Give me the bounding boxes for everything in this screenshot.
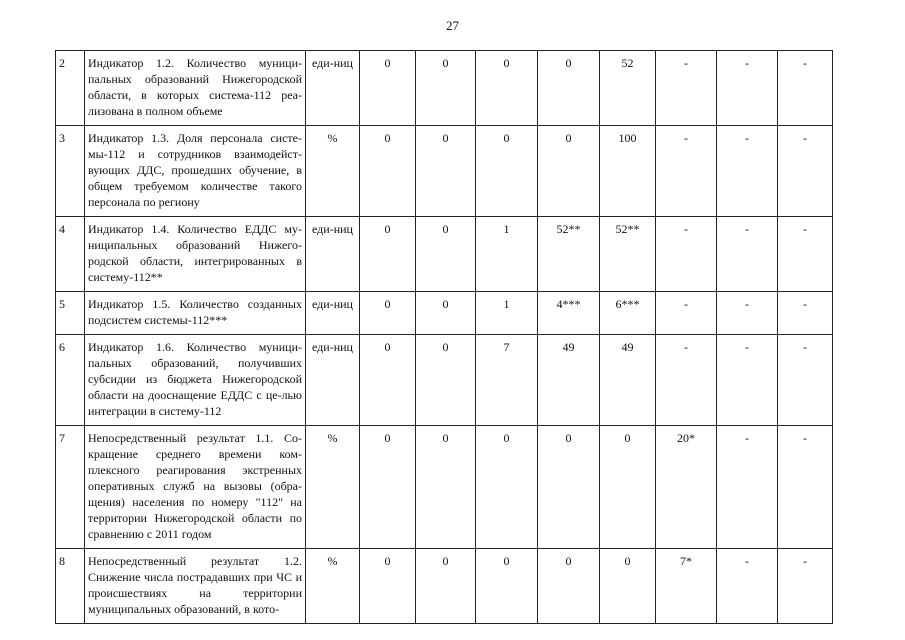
value-cell: - — [717, 51, 778, 126]
row-number: 8 — [56, 549, 85, 624]
value-cell: 49 — [538, 335, 600, 426]
value-cell: 0 — [360, 426, 416, 549]
value-cell: - — [778, 335, 833, 426]
table-row — [56, 292, 833, 335]
row-number: 6 — [56, 335, 85, 426]
table-row — [56, 217, 833, 292]
value-cell: 100 — [600, 126, 656, 217]
value-cell: - — [717, 426, 778, 549]
value-cell: 0 — [600, 549, 656, 624]
table-row — [56, 126, 833, 217]
value-cell: 0 — [538, 51, 600, 126]
value-cell: 52** — [600, 217, 656, 292]
row-number: 2 — [56, 51, 85, 126]
indicator-description: Индикатор 1.4. Количество ЕДДС му-ниципальных образований Нижего-родской области, интегрированных в систему-112** — [85, 217, 306, 292]
value-cell: - — [717, 292, 778, 335]
value-cell: - — [778, 126, 833, 217]
value-cell: - — [778, 549, 833, 624]
value-cell: 6*** — [600, 292, 656, 335]
value-cell: 0 — [416, 217, 476, 292]
row-number: 7 — [56, 426, 85, 549]
value-cell: - — [778, 217, 833, 292]
value-cell: 0 — [416, 51, 476, 126]
value-cell: - — [656, 217, 717, 292]
value-cell: 0 — [416, 426, 476, 549]
unit-cell: % — [306, 126, 360, 217]
value-cell: 0 — [476, 549, 538, 624]
table-row — [56, 426, 833, 549]
indicator-description: Индикатор 1.5. Количество созданных подсистем системы-112*** — [85, 292, 306, 335]
unit-cell: еди-ниц — [306, 292, 360, 335]
indicator-description: Индикатор 1.6. Количество муници-пальных образований, получивших субсидии из бюджета Нижегородской области на дооснащение ЕДДС с це-лью интеграции в систему-112 — [85, 335, 306, 426]
indicator-description: Индикатор 1.3. Доля персонала систе-мы-112 и сотрудников взаимодейст-вующих ДДС, прошедших обучение, в общем требуемом количестве такого персонала по региону — [85, 126, 306, 217]
page-number: 27 — [446, 18, 459, 33]
table-body — [56, 51, 833, 624]
value-cell: - — [656, 335, 717, 426]
value-cell: 0 — [538, 126, 600, 217]
value-cell: - — [656, 51, 717, 126]
value-cell: 0 — [476, 51, 538, 126]
value-cell: - — [717, 549, 778, 624]
indicator-table — [55, 50, 833, 624]
row-number: 4 — [56, 217, 85, 292]
value-cell: 0 — [360, 126, 416, 217]
value-cell: 0 — [476, 426, 538, 549]
value-cell: 20* — [656, 426, 717, 549]
value-cell: 52 — [600, 51, 656, 126]
value-cell: 1 — [476, 217, 538, 292]
indicator-description: Непосредственный результат 1.2. Снижение числа пострадавших при ЧС и происшествиях на территории муниципальных образований, в кото- — [85, 549, 306, 624]
unit-cell: еди-ниц — [306, 217, 360, 292]
value-cell: 49 — [600, 335, 656, 426]
unit-cell: еди-ниц — [306, 51, 360, 126]
row-number: 5 — [56, 292, 85, 335]
value-cell: 0 — [360, 217, 416, 292]
value-cell: - — [717, 217, 778, 292]
value-cell: 7 — [476, 335, 538, 426]
value-cell: 0 — [360, 51, 416, 126]
table-row — [56, 549, 833, 624]
unit-cell: % — [306, 426, 360, 549]
table-row — [56, 335, 833, 426]
value-cell: 1 — [476, 292, 538, 335]
indicator-description: Непосредственный результат 1.1. Со-кращение среднего времени ком-плексного реагирования экстренных оперативных служб на вызовы (обра-щения) населения по номеру "112" на территории Нижегородской области по сравнению с 2011 годом — [85, 426, 306, 549]
value-cell: - — [778, 292, 833, 335]
value-cell: 0 — [416, 126, 476, 217]
value-cell: 0 — [416, 549, 476, 624]
value-cell: - — [656, 292, 717, 335]
value-cell: 0 — [360, 335, 416, 426]
value-cell: 0 — [600, 426, 656, 549]
table-row — [56, 51, 833, 126]
value-cell: 0 — [538, 426, 600, 549]
value-cell: 4*** — [538, 292, 600, 335]
value-cell: 7* — [656, 549, 717, 624]
value-cell: 0 — [476, 126, 538, 217]
value-cell: - — [778, 426, 833, 549]
value-cell: 0 — [360, 549, 416, 624]
value-cell: 0 — [360, 292, 416, 335]
value-cell: 52** — [538, 217, 600, 292]
value-cell: 0 — [416, 335, 476, 426]
value-cell: - — [717, 126, 778, 217]
value-cell: - — [778, 51, 833, 126]
value-cell: 0 — [416, 292, 476, 335]
value-cell: - — [656, 126, 717, 217]
unit-cell: % — [306, 549, 360, 624]
value-cell: - — [717, 335, 778, 426]
value-cell: 0 — [538, 549, 600, 624]
indicator-description: Индикатор 1.2. Количество муници-пальных образований Нижегородской области, в которых система-112 реа-лизована в полном объеме — [85, 51, 306, 126]
row-number: 3 — [56, 126, 85, 217]
unit-cell: еди-ниц — [306, 335, 360, 426]
